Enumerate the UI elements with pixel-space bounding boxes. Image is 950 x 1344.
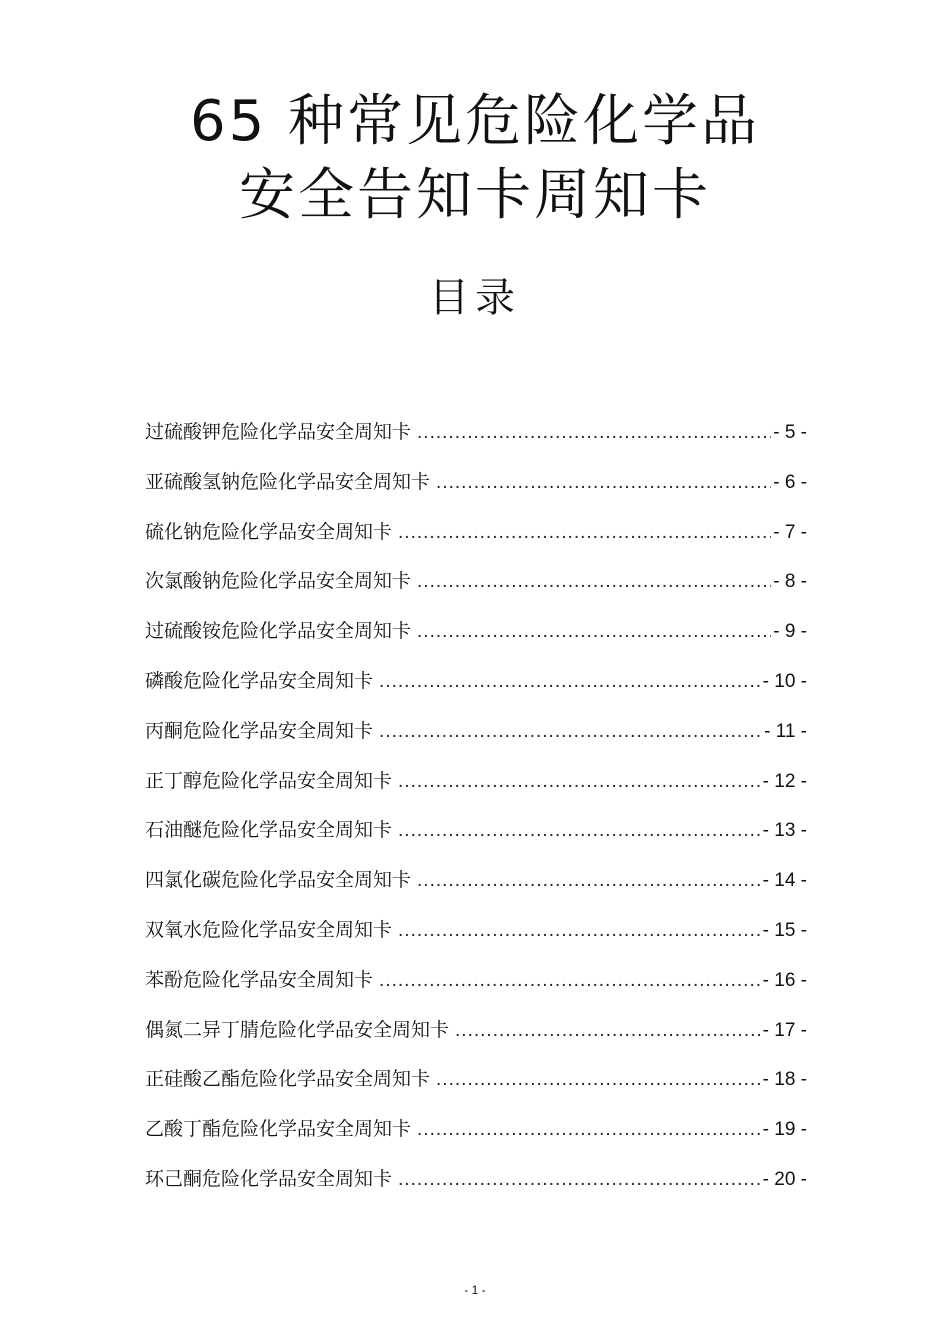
toc-entry-label: 正硅酸乙酯危险化学品安全周知卡 (145, 1068, 431, 1091)
toc-entry[interactable] (145, 1155, 807, 1205)
toc-dot-leader (436, 1055, 761, 1105)
toc-entry-label: 乙酸丁酯危险化学品安全周知卡 (145, 1118, 412, 1141)
toc-dot-leader (398, 806, 761, 856)
toc-entry-label: 过硫酸铵危险化学品安全周知卡 (145, 620, 412, 643)
toc-entry-label: 偶氮二异丁腈危险化学品安全周知卡 (145, 1018, 450, 1041)
toc-entry-page: - 19 - (762, 1119, 807, 1141)
toc-entry[interactable] (145, 408, 807, 458)
toc-entry[interactable] (145, 1055, 807, 1105)
toc-entry[interactable] (145, 757, 807, 807)
toc-entry-label: 过硫酸钾危险化学品安全周知卡 (145, 421, 412, 443)
toc-entry-page: - 18 - (762, 1069, 807, 1091)
toc-entry-page: - 11 - (764, 720, 807, 742)
toc-dot-leader (436, 458, 771, 508)
toc-entry[interactable] (145, 1006, 807, 1056)
toc-entry[interactable] (145, 657, 807, 707)
toc-entry[interactable] (145, 956, 807, 1006)
toc-entry[interactable] (145, 707, 807, 757)
toc-dot-leader (398, 757, 761, 807)
toc-entry[interactable] (145, 856, 807, 906)
table-of-contents (145, 408, 807, 1205)
toc-entry-label: 环己酮危险化学品安全周知卡 (145, 1167, 393, 1190)
toc-entry[interactable] (145, 458, 807, 508)
toc-dot-leader (417, 557, 771, 607)
toc-entry-label: 双氧水危险化学品安全周知卡 (145, 918, 393, 941)
toc-entry-page: - 10 - (762, 670, 807, 692)
toc-entry-page: - 13 - (762, 820, 807, 842)
toc-entry-page: - 7 - (773, 521, 807, 543)
toc-entry[interactable] (145, 906, 807, 956)
toc-entry-label: 硫化钠危险化学品安全周知卡 (145, 520, 393, 543)
toc-entry-page: - 8 - (773, 571, 807, 593)
document-title-line-1: 65 种常见危险化学品 (189, 89, 761, 154)
toc-dot-leader (417, 1105, 761, 1155)
toc-entry-label: 四氯化碳危险化学品安全周知卡 (145, 869, 412, 892)
toc-dot-leader (417, 408, 771, 458)
toc-dot-leader (398, 508, 771, 558)
toc-dot-leader (379, 956, 761, 1006)
toc-dot-leader (379, 657, 761, 707)
toc-entry-page: - 16 - (762, 969, 807, 991)
toc-entry-label: 苯酚危险化学品安全周知卡 (145, 968, 374, 991)
toc-heading: 目录 (429, 275, 521, 321)
toc-dot-leader (398, 1155, 761, 1205)
page-number: - 1 - (464, 1283, 486, 1297)
document-title-line-2: 安全告知卡周知卡 (239, 163, 711, 228)
toc-entry-page: - 12 - (762, 770, 807, 792)
toc-dot-leader (455, 1006, 761, 1056)
toc-entry-page: - 14 - (762, 870, 807, 892)
toc-entry[interactable] (145, 1105, 807, 1155)
toc-dot-leader (398, 906, 761, 956)
toc-entry-page: - 9 - (773, 621, 807, 643)
toc-entry-label: 磷酸危险化学品安全周知卡 (145, 669, 374, 692)
toc-entry-label: 正丁醇危险化学品安全周知卡 (145, 769, 393, 792)
toc-dot-leader (379, 707, 762, 757)
toc-entry-page: - 6 - (773, 471, 807, 493)
toc-entry-label: 石油醚危险化学品安全周知卡 (145, 819, 393, 842)
toc-entry-page: - 17 - (762, 1019, 807, 1041)
toc-entry-label: 亚硫酸氢钠危险化学品安全周知卡 (145, 470, 431, 493)
toc-entry[interactable] (145, 557, 807, 607)
toc-entry[interactable] (145, 508, 807, 558)
toc-entry[interactable] (145, 607, 807, 657)
toc-entry[interactable] (145, 806, 807, 856)
toc-dot-leader (417, 856, 761, 906)
toc-entry-label: 次氯酸钠危险化学品安全周知卡 (145, 570, 412, 593)
toc-dot-leader (417, 607, 771, 657)
toc-entry-page: - 20 - (762, 1168, 807, 1190)
toc-entry-page: - 5 - (773, 422, 807, 443)
toc-entry-label: 丙酮危险化学品安全周知卡 (145, 719, 374, 742)
toc-entry-page: - 15 - (762, 919, 807, 941)
